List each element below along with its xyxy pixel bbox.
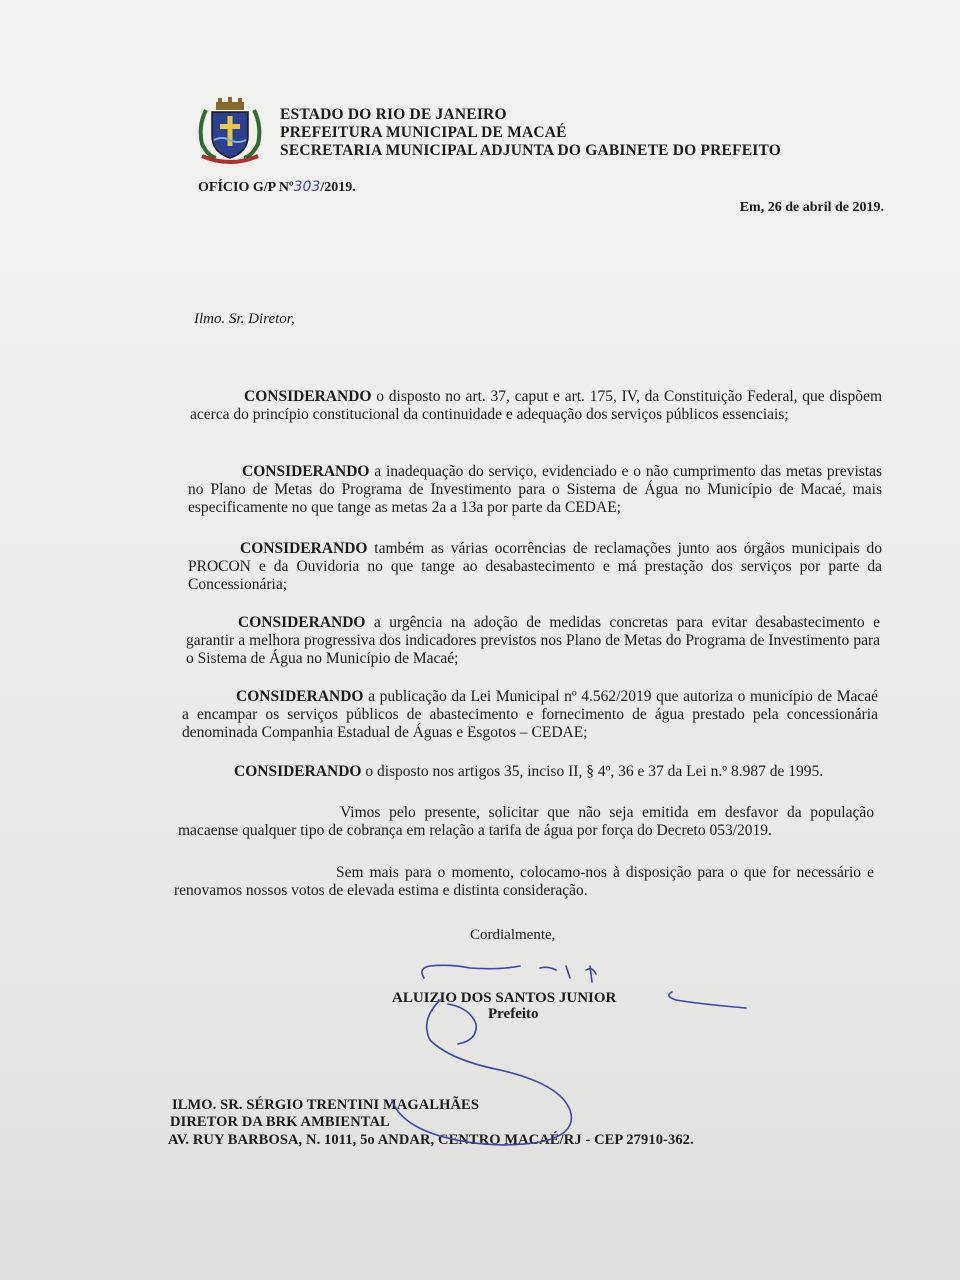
request-paragraph [178,804,874,840]
considerando-text: a publicação da Lei Municipal nº 4.562/2019 que autoriza o município de Macaé a encampar os serviços públicos de abastecimento e fornecimento de água prestado pela concessionária denominada Companhia Estadual de Águas e Esgotos – CEDAE; [182,688,878,741]
oficio-handwritten-number: 303 [293,179,321,195]
header-secretariat: SECRETARIA MUNICIPAL ADJUNTA DO GABINETE DO PREFEITO [280,142,782,159]
closing-paragraph [174,864,874,900]
considerando-text: a urgência na adoção de medidas concretas para evitar desabastecimento e garantir a melhora progressiva dos indicadores previstos nos Plano de Metas do Programa de Investimento para o Sistema de Água no Município de Macaé; [186,614,880,667]
closing-text: Sem mais para o momento, colocamo-nos à disposição para o que for necessário e renovamos nossos votos de elevada estima e distinta consideração. [174,864,874,899]
signatory-name: ALUIZIO DOS SANTOS JUNIOR [392,990,617,1006]
salutation: Ilmo. Sr. Diretor, [194,311,295,327]
considerando-lead: CONSIDERANDO [240,540,368,557]
considerando-lead: CONSIDERANDO [242,463,370,480]
header-prefecture: PREFEITURA MUNICIPAL DE MACAÉ [280,124,567,141]
considerando-lead: CONSIDERANDO [236,688,364,705]
considerando-paragraph [186,614,880,668]
oficio-prefix: OFÍCIO G/P Nº [198,180,294,195]
considerando-paragraph [182,688,878,742]
oficio-number [198,179,356,196]
oficio-suffix: /2019. [320,180,356,195]
header-state: ESTADO DO RIO DE JANEIRO [280,106,507,123]
recipient-name: ILMO. SR. SÉRGIO TRENTINI MAGALHÃES [172,1097,479,1113]
recipient-address: AV. RUY BARBOSA, N. 1011, 5o ANDAR, CENTRO MACAÉ/RJ - CEP 27910-362. [168,1132,694,1148]
considerando-lead: CONSIDERANDO [238,614,366,631]
considerando-text: a inadequação do serviço, evidenciado e o não cumprimento das metas previstas no Plano de Metas do Programa de Investimento para o Sistema de Água no Município de Macaé, mais especificamente no que tange as metas 2a a 13a por parte da CEDAE; [188,463,882,516]
recipient-position: DIRETOR DA BRK AMBIENTAL [170,1114,390,1130]
request-text: Vimos pelo presente, solicitar que não seja emitida em desfavor da população macaense qualquer tipo de cobrança em relação a tarifa de água por força do Decreto 053/2019. [178,804,874,839]
considerando-paragraph [190,388,882,424]
considerando-text: o disposto nos artigos 35, inciso II, § 4º, 36 e 37 da Lei n.º 8.987 de 1995. [361,763,824,780]
coat-of-arms-icon [192,96,268,166]
considerando-lead: CONSIDERANDO [234,763,362,780]
closing-salutation: Cordialmente, [470,927,556,943]
considerando-text: o disposto no art. 37, caput e art. 175, IV, da Constituição Federal, que dispõem acerca do princípio constitucional da continuidade e adequação dos serviços públicos essenciais; [190,388,882,423]
signatory-title: Prefeito [488,1006,539,1022]
letter-date: Em, 26 de abril de 2019. [739,200,884,215]
considerando-text: também as várias ocorrências de reclamações junto aos órgãos municipais do PROCON e da Ouvidoria no que tange ao desabastecimento e má prestação dos serviços por parte da Concessionária; [188,540,882,593]
considerando-paragraph [180,763,876,781]
considerando-paragraph [188,540,882,594]
considerando-lead: CONSIDERANDO [244,388,372,405]
considerando-paragraph [188,463,882,517]
